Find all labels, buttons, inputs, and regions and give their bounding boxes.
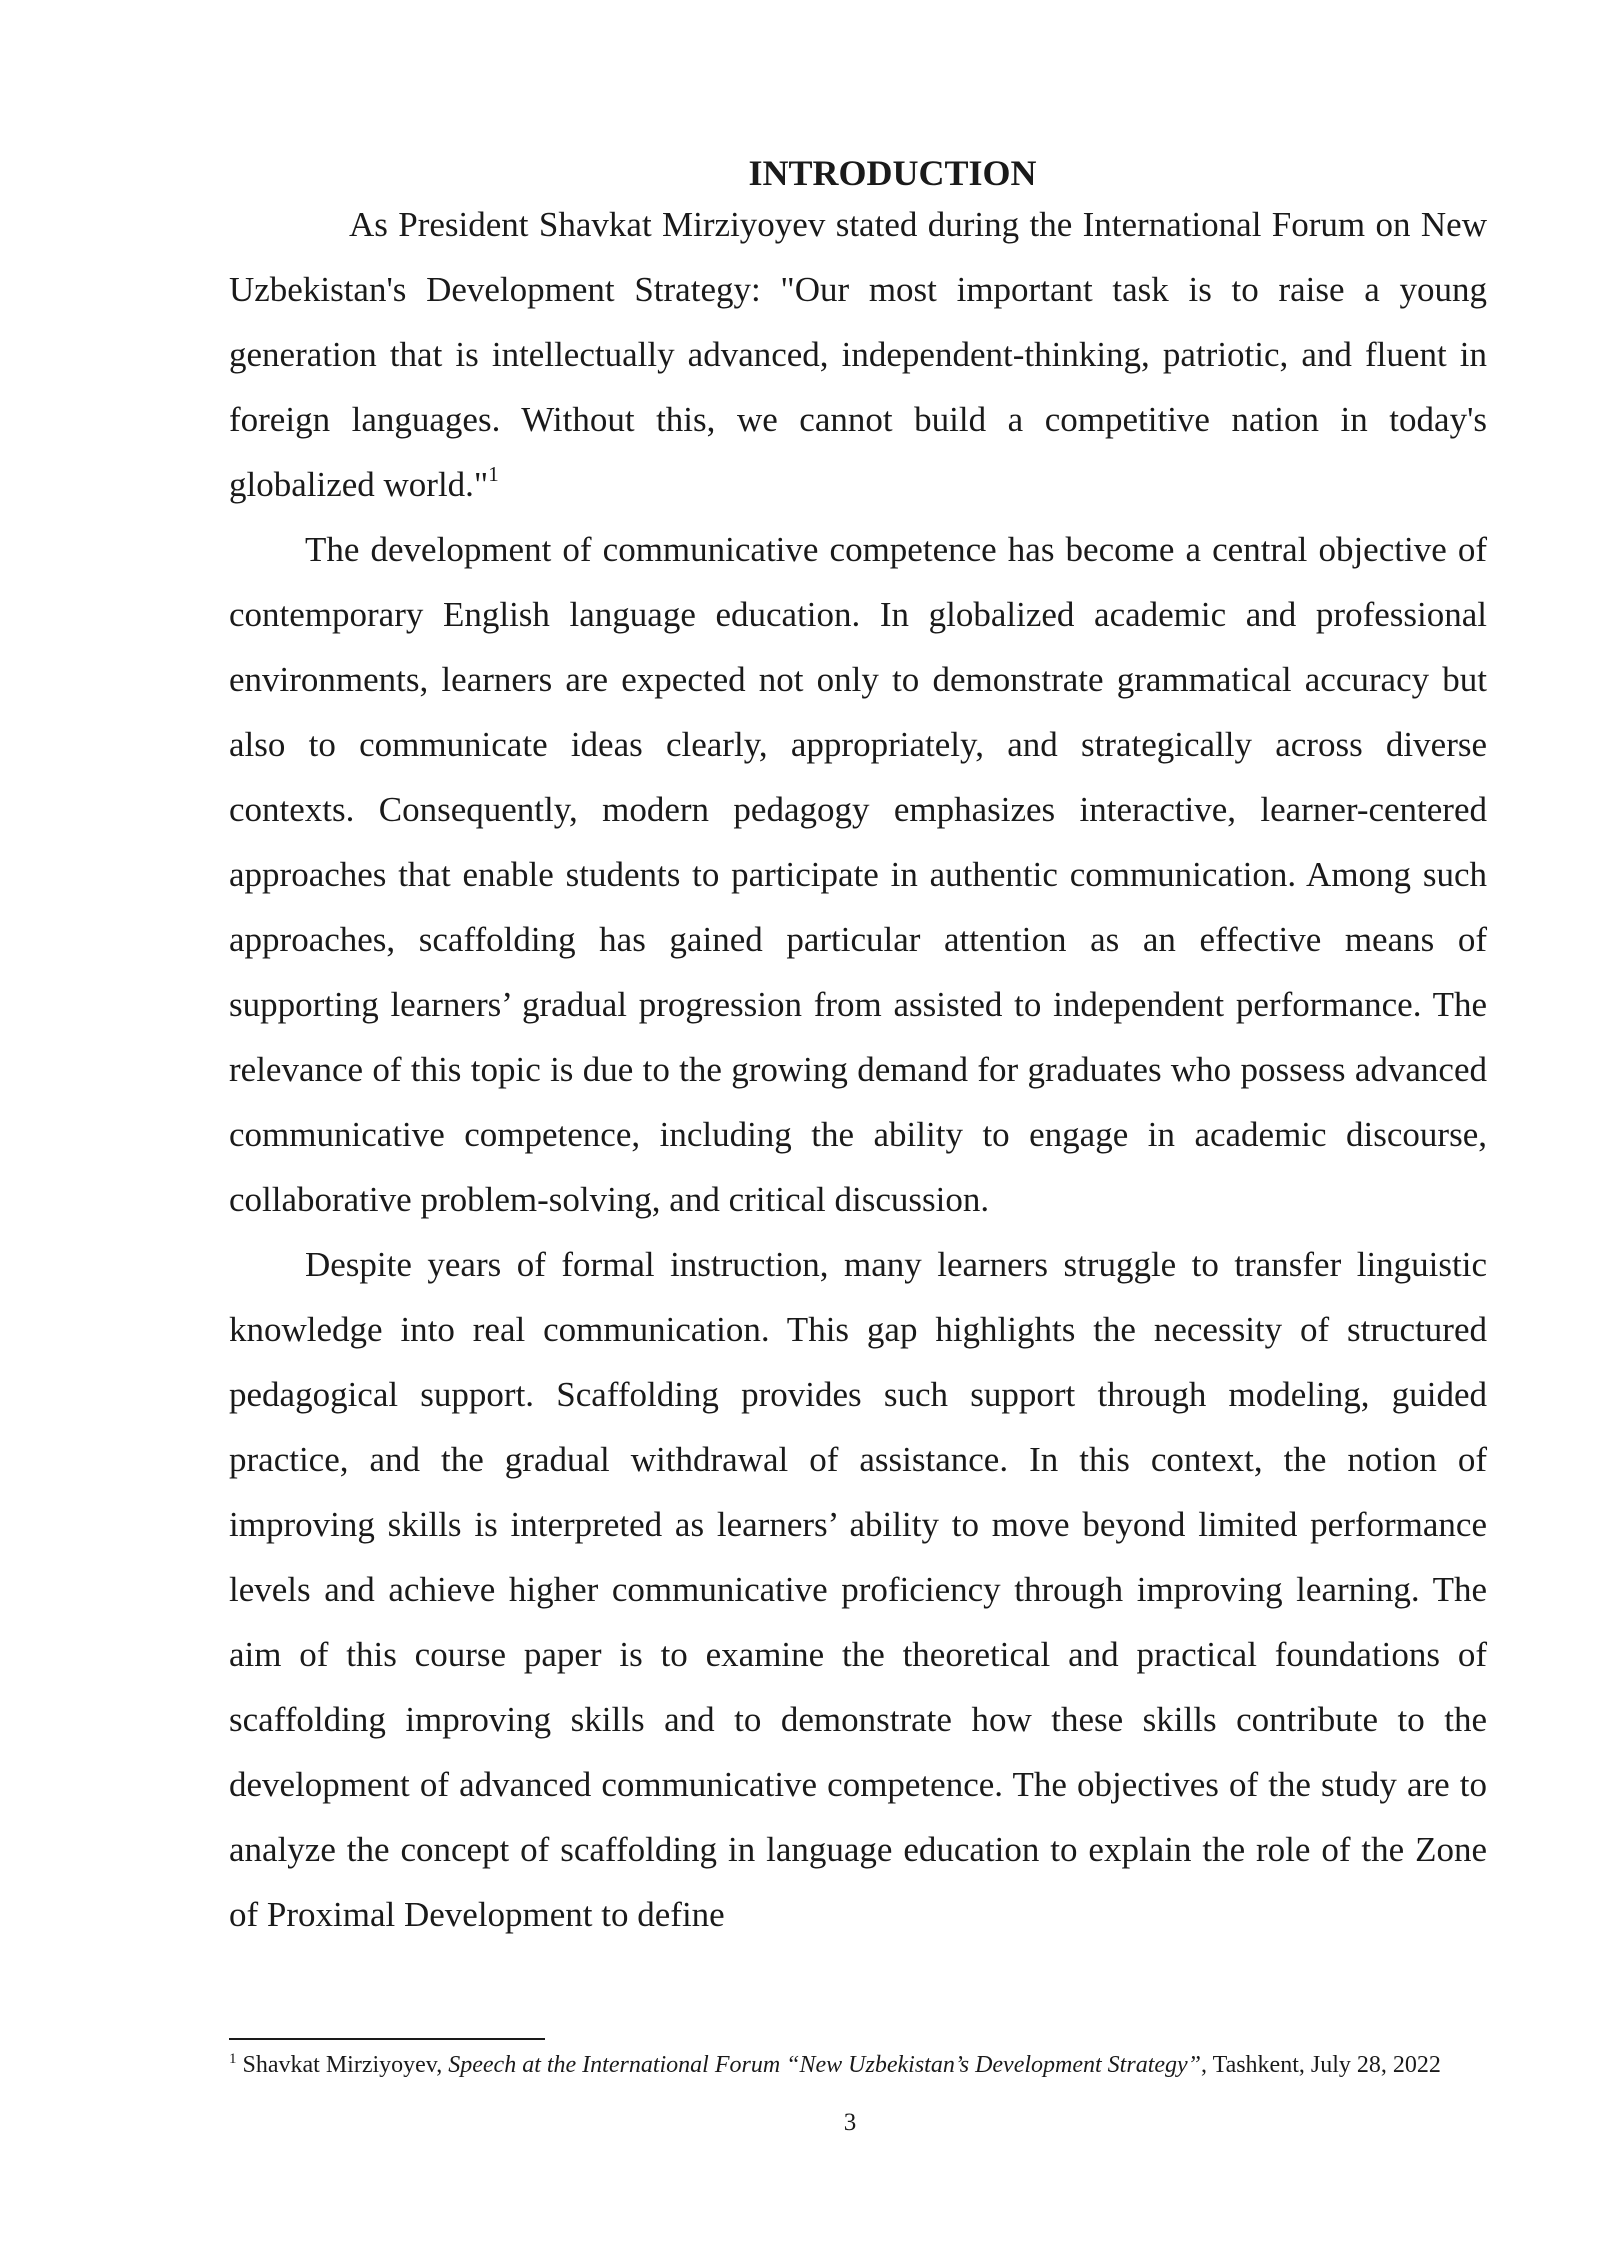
- footnote-title: Speech at the International Forum “New Uzbekistan’s Development Strategy”: [448, 2052, 1202, 2078]
- footnote-marker: 1: [229, 2051, 237, 2067]
- footnote-separator: [229, 2038, 545, 2040]
- paragraph-relevance: The development of communicative competence has become a central objective of contemporary English language education. In globalized academic and professional environments, learners are expected not only to demonstrate grammatical accuracy but also to communicate ideas clearly, appropriately, and strategically across diverse contexts. Consequently, modern pedagogy emphasizes interactive, learner-centered approaches that enable students to participate in authentic communication. Among such approaches, scaffolding has gained particular attention as an effective means of supporting learners’ gradual progression from assisted to independent performance. The relevance of this topic is due to the growing demand for graduates who possess advanced communicative competence, including the ability to engage in academic discourse, collaborative problem-solving, and critical discussion.: [229, 530, 1487, 1219]
- section-heading: INTRODUCTION: [748, 153, 1037, 193]
- paragraph-aim: Despite years of formal instruction, many learners struggle to transfer linguistic knowledge into real communication. This gap highlights the necessity of structured pedagogical support. Scaffolding provides such support through modeling, guided practice, and the gradual withdrawal of assistance. In this context, the notion of improving skills is interpreted as learners’ ability to move beyond limited performance levels and achieve higher communicative proficiency through improving learning. The aim of this course paper is to examine the theoretical and practical foundations of scaffolding improving skills and to demonstrate how these skills contribute to the development of advanced communicative competence. The objectives of the study are to analyze the concept of scaffolding in language education to explain the role of the Zone of Proximal Development to define: [229, 1245, 1487, 1934]
- footnote-details: , Tashkent, July 28, 2022: [1201, 2052, 1441, 2078]
- footnote-reference[interactable]: 1: [488, 462, 499, 486]
- body-text: [229, 192, 1487, 1947]
- paragraph-quote: [229, 192, 1487, 517]
- paragraph-text: As President Shavkat Mirziyoyev stated during the International Forum on New Uzbekistan's Development Strategy: "Our most important task is to raise a young generation that is intellectually advanced, independent-thinking, patriotic, and fluent in foreign languages. Without this, we cannot build a competitive nation in today's globalized world.": [229, 205, 1487, 504]
- footnote: [229, 2050, 1487, 2081]
- page-number: 3: [843, 2109, 857, 2136]
- footnote-author: Shavkat Mirziyoyev,: [242, 2052, 449, 2078]
